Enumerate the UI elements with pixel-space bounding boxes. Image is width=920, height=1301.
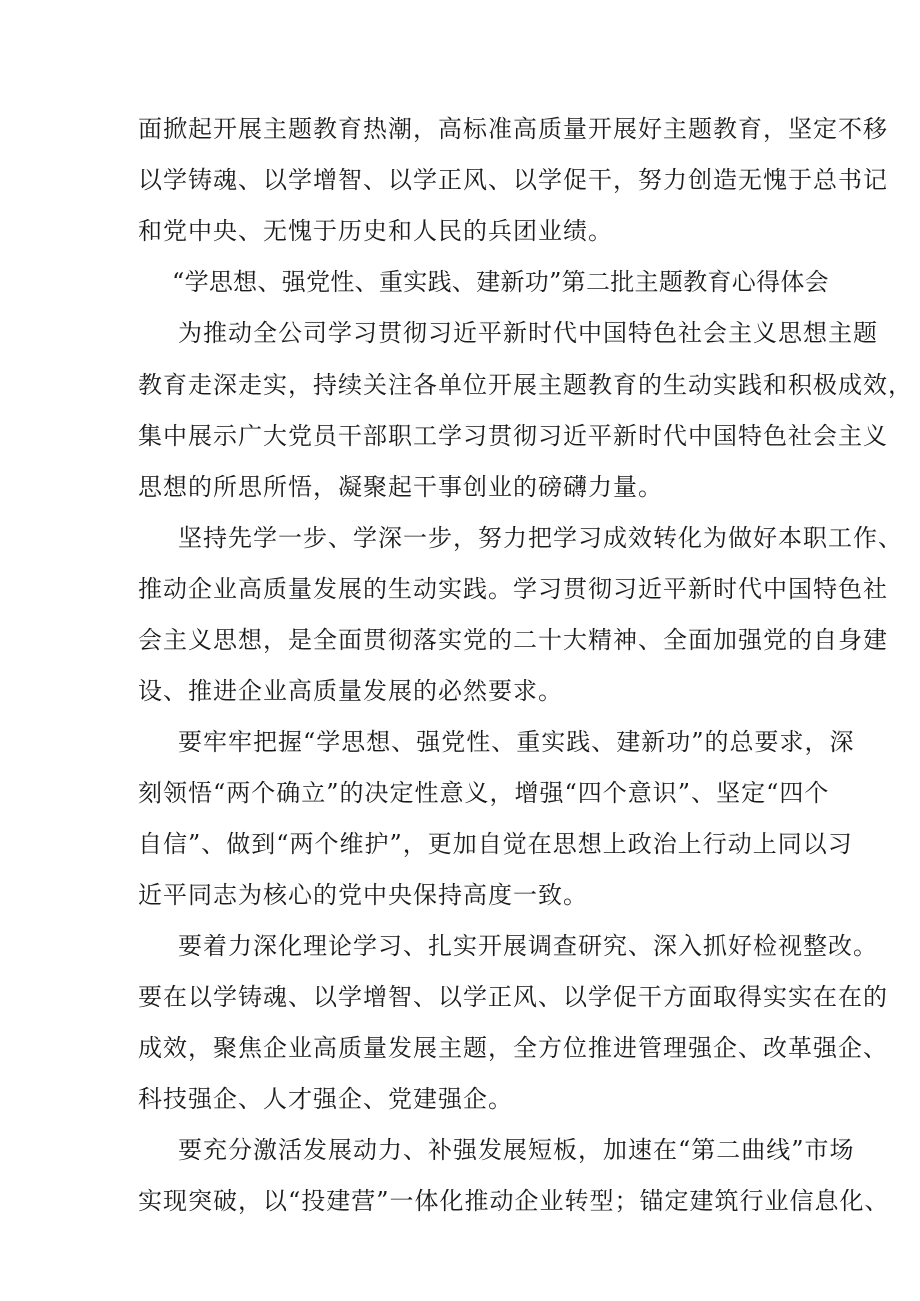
text-line: 和党中央、无愧于历史和人民的兵团业绩。 [138,217,613,245]
document-heading: “学思想、强党性、重实践、建新功”第二批主题教育心得体会 [172,268,829,296]
text-line: 刻领悟“两个确立”的决定性意义，增强“四个意识”、坚定“四个 [138,779,830,807]
text-line: 要充分激活发展动力、补强发展短板，加速在“第二曲线”市场 [178,1136,855,1164]
text-line: 设、推进企业高质量发展的必然要求。 [138,677,563,705]
text-line: 会主义思想，是全面贯彻落实党的二十大精神、全面加强党的自身建 [138,626,888,654]
text-line: 推动企业高质量发展的生动实践。学习贯彻习近平新时代中国特色社 [138,575,888,603]
text-line: 以学铸魂、以学增智、以学正风、以学促干，努力创造无愧于总书记 [138,166,888,194]
text-line: 近平同志为核心的党中央保持高度一致。 [138,881,588,909]
text-line: 集中展示广大党员干部职工学习贯彻习近平新时代中国特色社会主义 [138,422,888,450]
text-line: 面掀起开展主题教育热潮，高标准高质量开展好主题教育，坚定不移 [138,115,888,143]
text-line: 要牢牢把握“学思想、强党性、重实践、建新功”的总要求，深 [178,728,855,756]
text-line: 为推动全公司学习贯彻习近平新时代中国特色社会主义思想主题 [178,319,878,347]
text-line: 实现突破，以“投建营”一体化推动企业转型；锚定建筑行业信息化、 [138,1187,890,1215]
text-line: 成效，聚焦企业高质量发展主题，全方位推进管理强企、改革强企、 [138,1034,888,1062]
text-line: 自信”、做到“两个维护”，更加自觉在思想上政治上行动上同以习 [138,830,853,858]
text-line: 教育走深走实，持续关注各单位开展主题教育的生动实践和积极成效， [138,371,913,399]
text-line: 坚持先学一步、学深一步，努力把学习成效转化为做好本职工作、 [178,524,903,552]
text-line: 科技强企、人才强企、党建强企。 [138,1085,513,1113]
text-line: 要在以学铸魂、以学增智、以学正风、以学促干方面取得实实在在的 [138,983,888,1011]
text-line: 要着力深化理论学习、扎实开展调查研究、深入抓好检视整改。 [178,932,878,960]
text-line: 思想的所思所悟，凝聚起干事创业的磅礴力量。 [138,473,663,501]
